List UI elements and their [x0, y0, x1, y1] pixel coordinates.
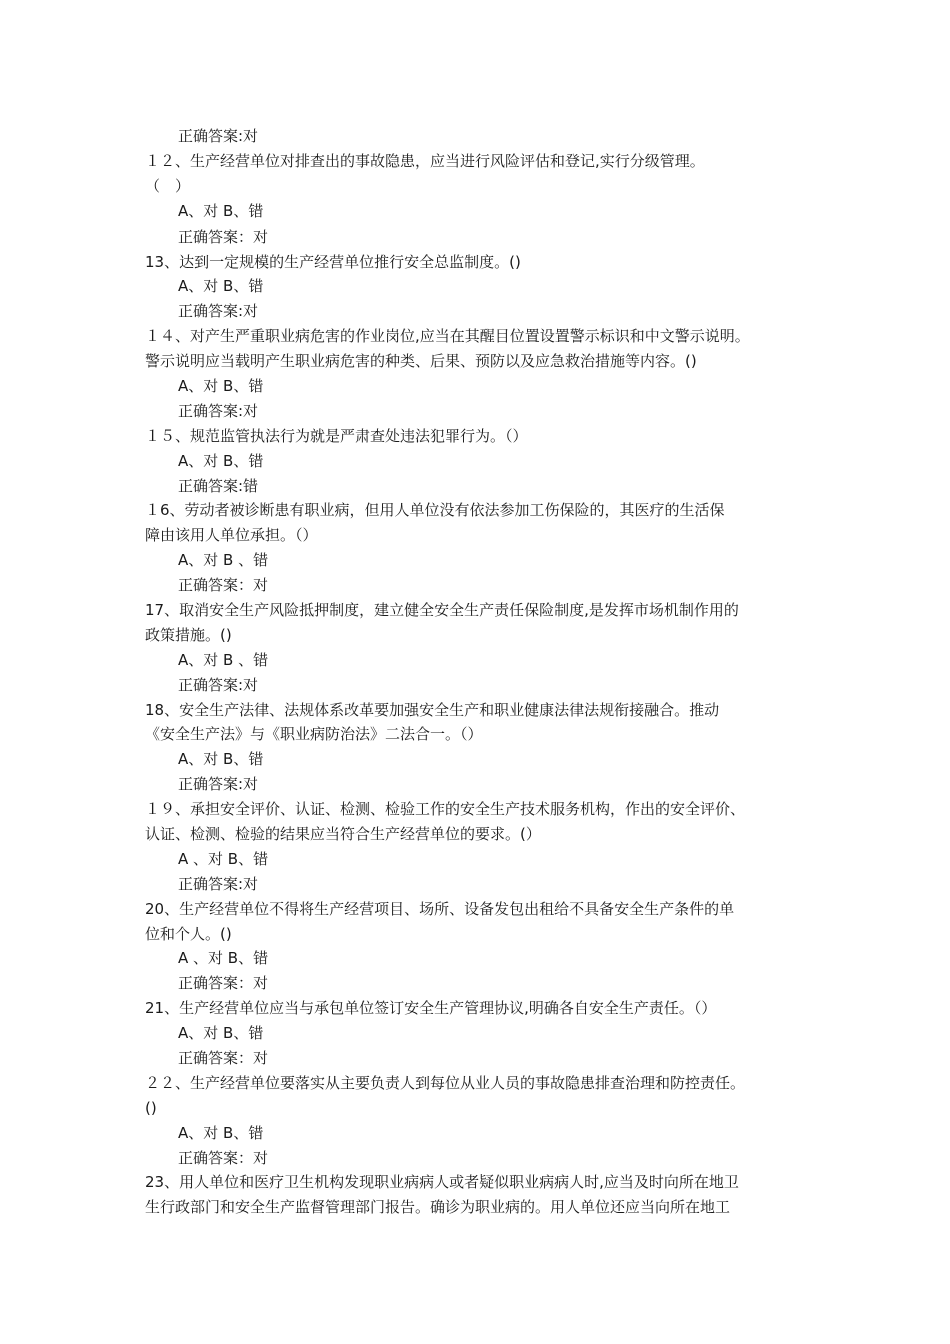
- question-20-line-2: 位和个人。(): [145, 925, 232, 943]
- answer-line-q12: 正确答案：对: [178, 228, 269, 246]
- answer-line-q14: 正确答案:对: [178, 402, 259, 420]
- options-q17: A、对 B 、错: [178, 651, 269, 669]
- question-14-line-2: 警示说明应当载明产生职业病危害的种类、后果、预防以及应急救治措施等内容。(): [145, 352, 697, 370]
- answer-line-q21: 正确答案：对: [178, 1049, 269, 1067]
- question-23-line-2: 生行政部门和安全生产监督管理部门报告。确诊为职业病的。用人单位还应当向所在地工: [145, 1198, 731, 1216]
- options-q14: A、对 B、错: [178, 377, 264, 395]
- answer-line-q19: 正确答案:对: [178, 875, 259, 893]
- question-16-line-2: 障由该用人单位承担。（）: [145, 526, 318, 544]
- question-16-line-1: １6、劳动者被诊断患有职业病，但用人单位没有依法参加工伤保险的，其医疗的生活保: [145, 501, 725, 519]
- question-12-line-1: １２、生产经营单位对排查出的事故隐患，应当进行风险评估和登记,实行分级管理。: [145, 152, 705, 170]
- options-q12: A、对 B、错: [178, 202, 264, 220]
- question-20-line-1: 20、生产经营单位不得将生产经营项目、场所、设备发包出租给不具备安全生产条件的单: [145, 900, 735, 918]
- options-q15: A、对 B、错: [178, 452, 264, 470]
- options-q13: A、对 B、错: [178, 277, 264, 295]
- question-18-line-2: 《安全生产法》与《职业病防治法》二法合一。（）: [145, 725, 483, 743]
- options-q19: A 、对 B、错: [178, 850, 269, 868]
- question-13-line-1: 13、达到一定规模的生产经营单位推行安全总监制度。(): [145, 253, 521, 271]
- answer-line-q16: 正确答案：对: [178, 576, 269, 594]
- answer-line-q15: 正确答案:错: [178, 477, 259, 495]
- question-18-line-1: 18、安全生产法律、法规体系改革要加强安全生产和职业健康法律法规衔接融合。推动: [145, 701, 720, 719]
- question-23-line-1: 23、用人单位和医疗卫生机构发现职业病病人或者疑似职业病病人时,应当及时向所在地卫: [145, 1173, 739, 1191]
- question-21-line-1: 21、生产经营单位应当与承包单位签订安全生产管理协议,明确各自安全生产责任。（）: [145, 999, 717, 1017]
- question-19-line-2: 认证、检测、检验的结果应当符合生产经营单位的要求。(）: [145, 825, 541, 843]
- options-q20: A 、对 B、错: [178, 949, 269, 967]
- options-q21: A、对 B、错: [178, 1024, 264, 1042]
- answer-line-q18: 正确答案:对: [178, 775, 259, 793]
- answer-line-q13: 正确答案:对: [178, 302, 259, 320]
- answer-line-q11: 正确答案:对: [178, 127, 259, 145]
- question-17-line-2: 政策措施。(): [145, 626, 232, 644]
- question-22-line-1: ２２、生产经营单位要落实从主要负责人到每位从业人员的事故隐患排查治理和防控责任。: [145, 1074, 746, 1092]
- question-12-line-2: （ ）: [145, 177, 191, 195]
- options-q18: A、对 B、错: [178, 750, 264, 768]
- options-q22: A、对 B、错: [178, 1124, 264, 1142]
- answer-line-q22: 正确答案：对: [178, 1149, 269, 1167]
- answer-line-q20: 正确答案：对: [178, 974, 269, 992]
- question-15-line-1: １５、规范监管执法行为就是严肃查处违法犯罪行为。（）: [145, 427, 528, 445]
- question-17-line-1: 17、取消安全生产风险抵押制度，建立健全安全生产责任保险制度,是发挥市场机制作用的: [145, 601, 739, 619]
- question-22-line-2: (): [145, 1099, 157, 1117]
- question-19-line-1: １９、承担安全评价、认证、检测、检验工作的安全生产技术服务机构，作出的安全评价、: [145, 800, 746, 818]
- answer-line-q17: 正确答案:对: [178, 676, 259, 694]
- options-q16: A、对 B 、错: [178, 551, 269, 569]
- question-14-line-1: １４、对产生严重职业病危害的作业岗位,应当在其醒目位置设置警示标识和中文警示说明。: [145, 327, 750, 345]
